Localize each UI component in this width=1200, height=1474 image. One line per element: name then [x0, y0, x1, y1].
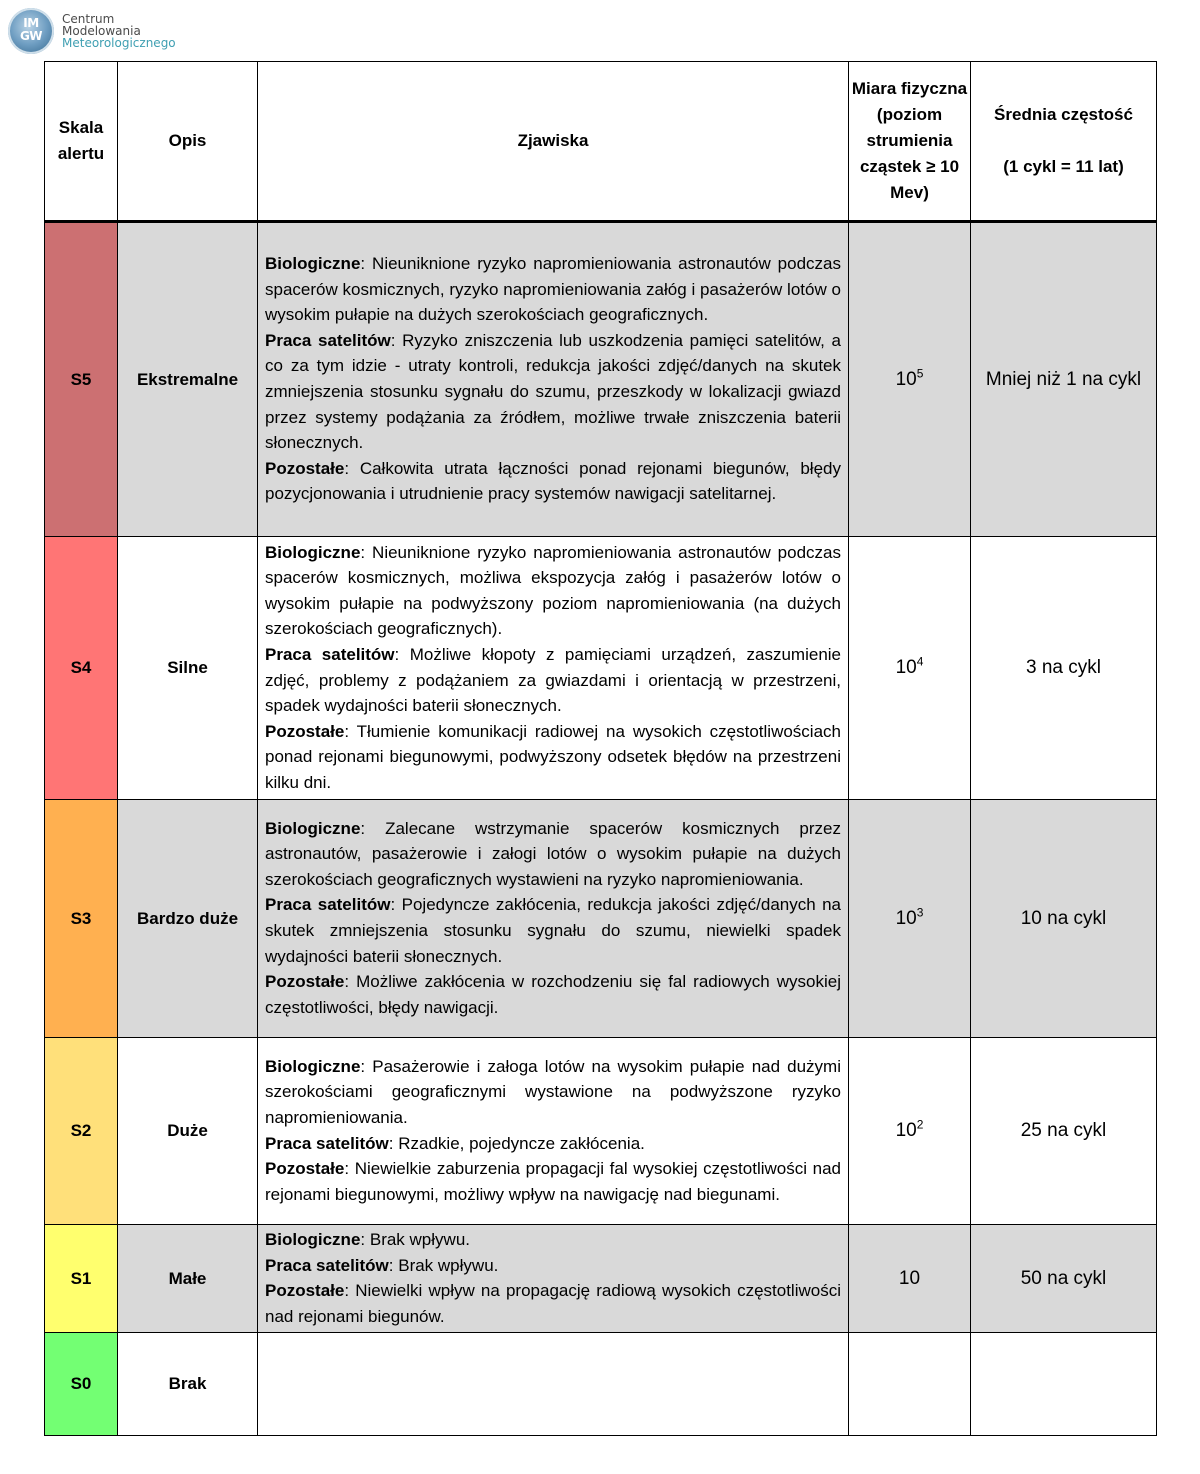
header-frequency-subtitle: (1 cykl = 11 lat) [1003, 157, 1124, 176]
description-cell: Brak [118, 1333, 258, 1436]
satellite-label: Praca satelitów [265, 644, 395, 664]
biological-paragraph [265, 251, 841, 328]
measure-base: 10 [895, 1120, 917, 1141]
solar-radiation-alert-table [44, 61, 1157, 1436]
scale-cell: S0 [45, 1333, 118, 1436]
other-label: Pozostałe [265, 458, 345, 478]
frequency-cell: 25 na cykl [971, 1038, 1157, 1225]
biological-text: : Nieuniknione ryzyko napromieniowania astronautów podczas spacerów kosmicznych, ryzyko napromieniowania załóg i pasażerów lotów o wysokim pułapie na dużych szerokościach geograficznych. [265, 254, 841, 325]
measure-cell [849, 800, 971, 1038]
satellite-text: : Możliwe kłopoty z pamięciami urządzeń, zaszumienie zdjęć, problemy z podążaniem za gwiazdami i orientacją w przestrzeni, spadek wydajności baterii słonecznych. [265, 644, 842, 716]
other-text: : Tłumienie komunikacji radiowej na wysokich częstotliwościach ponad rejonami biegunowymi, podwyższony odsetek błędów na przestrzeni kilku dni. [265, 721, 841, 792]
biological-label: Biologiczne [265, 542, 361, 562]
satellite-paragraph [265, 328, 841, 456]
imgw-emblem-icon [8, 8, 54, 54]
logo-badge-bottom: GW [19, 29, 43, 43]
measure-exponent: 2 [916, 1117, 924, 1132]
frequency-cell: 3 na cykl [971, 537, 1157, 800]
measure-base: 10 [895, 657, 917, 678]
description-cell: Duże [118, 1038, 258, 1225]
other-label: Pozostałe [265, 972, 345, 992]
scale-cell: S5 [45, 222, 118, 537]
satellite-label: Praca satelitów [265, 1255, 389, 1275]
phenomena-cell [258, 800, 849, 1038]
satellite-paragraph [265, 1131, 841, 1157]
biological-label: Biologiczne [265, 1056, 361, 1076]
other-text: : Całkowita utrata łączności ponad rejonami biegunów, błędy pozycjonowania i utrudnienie pracy systemów nawigacji satelitarnej. [265, 458, 841, 504]
header-physical-measure: Miara fizyczna (poziom strumienia cząstek ≥ 10 Mev) [849, 62, 971, 222]
biological-paragraph [265, 1227, 841, 1253]
logo-badge-top: IM [23, 16, 39, 30]
scale-cell: S2 [45, 1038, 118, 1225]
other-paragraph [265, 1278, 841, 1329]
header-frequency-title: Średnia częstość [994, 105, 1133, 124]
table-row [45, 800, 1157, 1038]
table-row [45, 1333, 1157, 1436]
measure-base: 10 [895, 368, 917, 390]
measure-base: 10 [895, 907, 917, 929]
table-row [45, 537, 1157, 800]
biological-paragraph [265, 816, 841, 893]
header-average-frequency [971, 62, 1157, 222]
header-description: Opis [118, 62, 258, 222]
satellite-paragraph [265, 1253, 841, 1279]
phenomena-cell [258, 537, 849, 800]
satellite-paragraph [265, 892, 841, 969]
logo-wordmark [62, 13, 176, 49]
measure-exponent: 4 [916, 654, 924, 669]
measure-cell [849, 1038, 971, 1225]
satellite-label: Praca satelitów [265, 330, 391, 350]
phenomena-cell [258, 1225, 849, 1333]
satellite-label: Praca satelitów [265, 895, 391, 915]
satellite-text: : Rzadkie, pojedyncze zakłócenia. [388, 1133, 645, 1153]
measure-exponent: 5 [916, 366, 924, 381]
biological-text: : Pasażerowie i załoga lotów na wysokim pułapie nad dużymi szerokościami geograficznymi wystawione na podwyższone ryzyko napromieniowania. [265, 1056, 841, 1127]
biological-label: Biologiczne [265, 818, 361, 838]
logo-text-line-2: Modelowania [62, 24, 141, 38]
scale-cell: S4 [45, 537, 118, 800]
description-cell: Silne [118, 537, 258, 800]
other-text: : Możliwe zakłócenia w rozchodzeniu się fal radiowych wysokiej częstotliwości, błędy nawigacji. [265, 972, 841, 1017]
biological-text: : Nieuniknione ryzyko napromieniowania astronautów podczas spacerów kosmicznych, możliwa ekspozycja załóg i pasażerów lotów o wysokim pułapie na podwyższony poziom napromieniowania (na dużych szerokościach geograficznych). [265, 542, 841, 639]
satellite-text: : Ryzyko zniszczenia lub uszkodzenia pamięci satelitów, a co za tym idzie - utraty kontroli, redukcja jakości zdjęć/danych na skutek zmniejszenia stosunku sygnału do szumu, przeszkody w lokalizacji gwiazd przez systemy podążania za źródłem, możliwe trwałe zniszczenia baterii słonecznych. [265, 330, 842, 453]
other-text: : Niewielkie zaburzenia propagacji fal wysokiej częstotliwości nad rejonami biegunowymi, możliwy wpływ na nawigację nad biegunami. [265, 1159, 841, 1204]
header-phenomena: Zjawiska [258, 62, 849, 222]
phenomena-cell [258, 1333, 849, 1436]
other-paragraph [265, 969, 841, 1020]
table-header-row [45, 62, 1157, 222]
frequency-cell: 50 na cykl [971, 1225, 1157, 1333]
biological-label: Biologiczne [265, 1230, 361, 1249]
satellite-text: : Brak wpływu. [388, 1255, 499, 1275]
phenomena-cell [258, 222, 849, 537]
logo-text-line-3: Meteorologicznego [62, 36, 176, 50]
scale-cell: S1 [45, 1225, 118, 1333]
table-row [45, 1225, 1157, 1333]
frequency-cell [971, 1333, 1157, 1436]
satellite-paragraph [265, 642, 841, 719]
measure-exponent: 3 [916, 905, 924, 920]
logo-text-line-1: Centrum [62, 12, 115, 26]
other-label: Pozostałe [265, 1159, 345, 1179]
description-cell: Małe [118, 1225, 258, 1333]
biological-text: : Brak wpływu. [360, 1230, 470, 1249]
table-row [45, 222, 1157, 537]
table-row [45, 1038, 1157, 1225]
description-cell: Bardzo duże [118, 800, 258, 1038]
measure-cell [849, 1333, 971, 1436]
frequency-cell: 10 na cykl [971, 800, 1157, 1038]
biological-text: : Zalecane wstrzymanie spacerów kosmicznych przez astronautów, pasażerowie i załogi lotów o wysokim pułapie na dużych szerokościach geograficznych wystawieni na ryzyko napromieniowania. [265, 818, 841, 889]
other-label: Pozostałe [265, 1281, 345, 1301]
biological-paragraph [265, 540, 841, 642]
measure-cell [849, 222, 971, 537]
other-paragraph [265, 719, 841, 796]
header-scale: Skala alertu [45, 62, 118, 222]
biological-paragraph [265, 1054, 841, 1131]
phenomena-cell [258, 1038, 849, 1225]
measure-cell [849, 1225, 971, 1333]
scale-cell: S3 [45, 800, 118, 1038]
other-paragraph [265, 456, 841, 507]
satellite-text: : Pojedyncze zakłócenia, redukcja jakości zdjęć/danych na skutek zmniejszenia stosunku sygnału do szumu, niewielki spadek wydajności baterii słonecznych. [265, 895, 842, 966]
other-paragraph [265, 1156, 841, 1207]
satellite-label: Praca satelitów [265, 1133, 389, 1153]
description-cell: Ekstremalne [118, 222, 258, 537]
imgw-logo [8, 8, 176, 54]
other-text: : Niewielki wpływ na propagację radiową wysokich częstotliwości nad rejonami biegunów. [265, 1281, 841, 1326]
frequency-cell: Mniej niż 1 na cykl [971, 222, 1157, 537]
measure-base: 10 [898, 1267, 921, 1289]
biological-label: Biologiczne [265, 254, 361, 274]
measure-cell [849, 537, 971, 800]
other-label: Pozostałe [265, 721, 345, 741]
